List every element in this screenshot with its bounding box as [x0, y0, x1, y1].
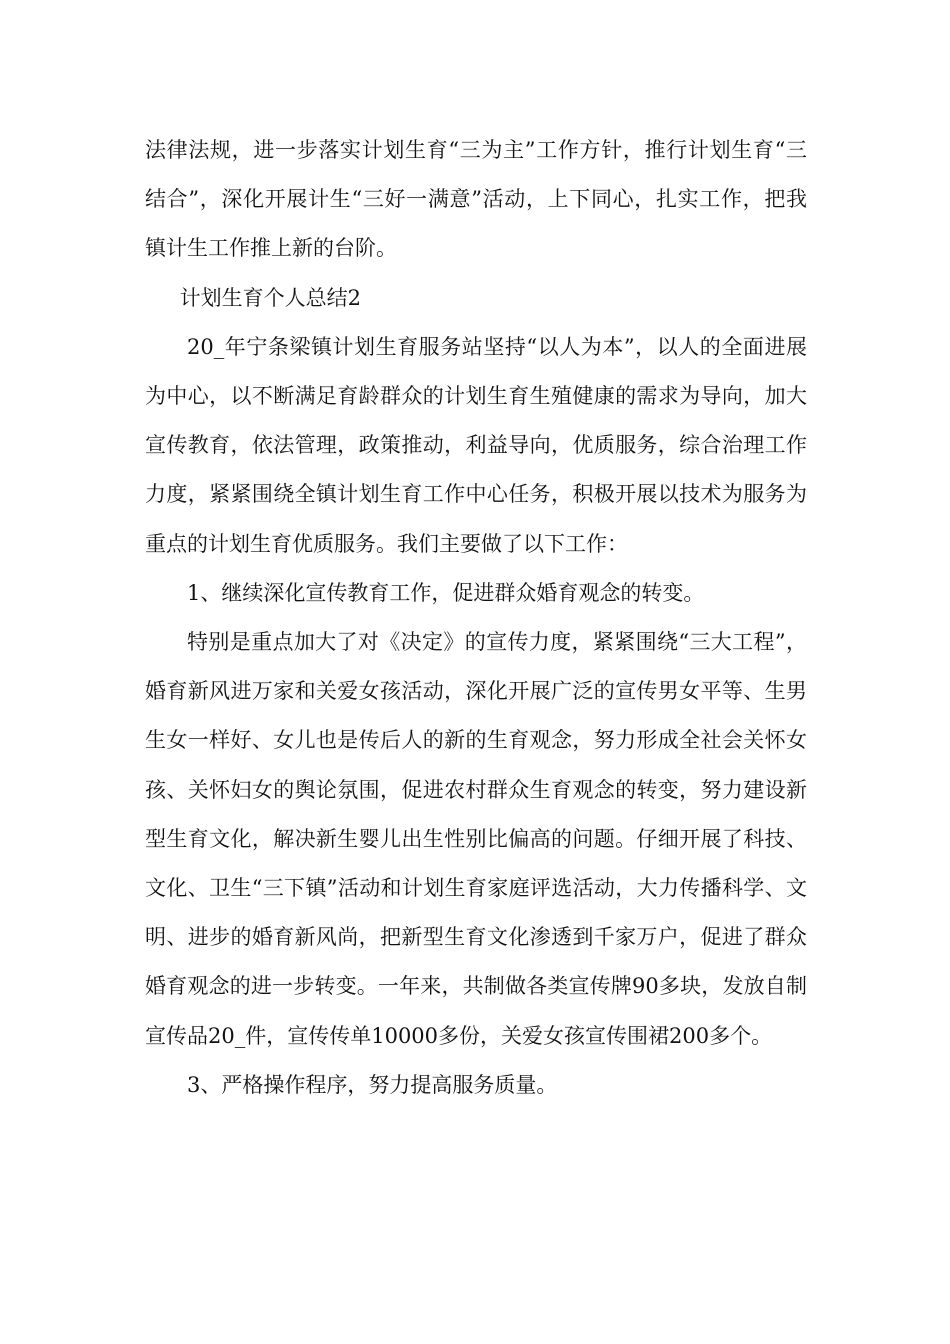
- paragraph-body: 特别是重点加大了对《决定》的宣传力度，紧紧围绕“三大工程”，婚育新风进万家和关爱女孩活动，深化开展广泛的宣传男女平等、生男生女一样好、女儿也是传后人的新的生育观念，努力形成全社会关怀女孩、关怀妇女的舆论氛围，促进农村群众生育观念的转变，努力建设新型生育文化，解决新生婴儿出生性别比偏高的问题。仔细开展了科技、文化、卫生“三下镇”活动和计划生育家庭评选活动，大力传播科学、文明、进步的婚育新风尚，把新型生育文化渗透到千家万户，促进了群众婚育观念的进一步转变。一年来，共制做各类宣传牌90多块，发放自制宣传品20_件，宣传传单10000多份，关爱女孩宣传围裙200多个。: [145, 630, 807, 1048]
- paragraph-continuation: 法律法规，进一步落实计划生育“三为主”工作方针，推行计划生育“三结合”，深化开展计生“三好一满意”活动，上下同心，扎实工作，把我镇计生工作推上新的台阶。: [145, 138, 807, 261]
- document-body: [145, 126, 807, 1110]
- paragraph-intro: 20_年宁条梁镇计划生育服务站坚持“以人为本”，以人的全面进展为中心，以不断满足育龄群众的计划生育生殖健康的需求为导向，加大宣传教育，依法管理，政策推动，利益导向，优质服务，综合治理工作力度，紧紧围绕全镇计划生育工作中心任务，积极开展以技术为服务为重点的计划生育优质服务。我们主要做了以下工作：: [145, 334, 807, 556]
- list-item-heading-1: 1、继续深化宣传教育工作，促进群众婚育观念的转变。: [187, 580, 705, 605]
- list-item-heading-3: 3、严格操作程序，努力提高服务质量。: [187, 1072, 558, 1097]
- section-heading: 计划生育个人总结2: [179, 285, 362, 310]
